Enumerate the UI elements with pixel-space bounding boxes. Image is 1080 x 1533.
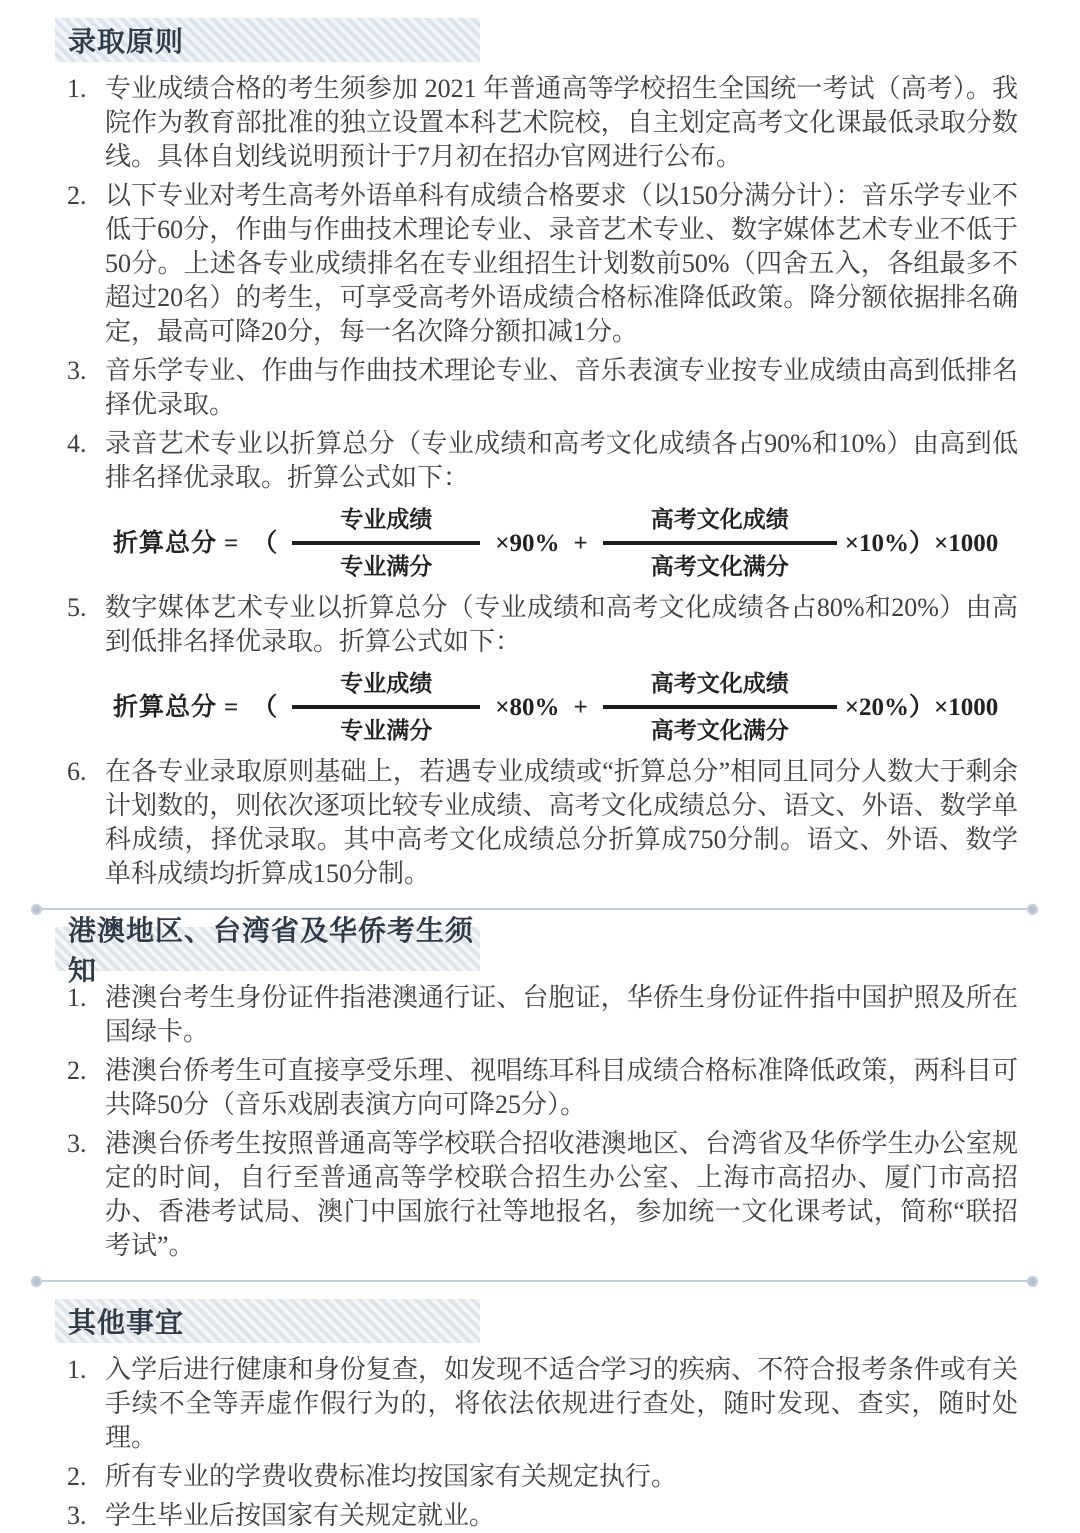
plus-sign: + [573,529,588,557]
item-number: 1. [67,1355,87,1384]
item-number: 4. [67,429,87,458]
formula-label: 折算总分 [113,693,218,721]
hk-macao-taiwan-list [55,981,1018,1263]
item-text: 港澳台侨考生按照普通高等学校联合招收港澳地区、台湾省及华侨学生办公室规定的时间，自行至普通高等学校联合招生办公室、上海市高招办、厦门市高招办、香港考试局、澳门中国旅行社等地报名，参加统一文化课考试，简称“联招考试”。 [105,1129,1018,1260]
list-item [55,354,1018,422]
list-item [55,179,1018,349]
fraction-gaokao-culture-score [603,669,837,745]
item-number: 6. [67,757,87,786]
list-item [55,755,1018,891]
item-number: 5. [67,593,87,622]
item-number: 2. [67,1462,87,1491]
item-text: 入学后进行健康和身份复查，如发现不适合学习的疾病、不符合报考条件或有关手续不全等弄虚作假行为的，将依法依规进行查处，随时发现、查实，随时处理。 [105,1355,1018,1452]
fraction-gaokao-culture-score [603,505,837,581]
divider-left-dot-icon [31,1276,42,1287]
item-number: 3. [67,1129,87,1158]
section-header-other-matters [55,1299,480,1343]
list-item [55,1353,1018,1455]
item-text: 专业成绩合格的考生须参加 2021 年普通高等学校招生全国统一考试（高考）。我院作为教育部批准的独立设置本科艺术院校，自主划定高考文化课最低录取分数线。具体自划线说明预计于7月初在招办官网进行公布。 [105,74,1018,171]
divider-left-dot-icon [31,904,42,915]
item-text: 以下专业对考生高考外语单科有成绩合格要求（以150分满分计）：音乐学专业不低于60分，作曲与作曲技术理论专业、录音艺术专业、数字媒体艺术专业不低于50分。上述各专业成绩排名在专业组招生计划数前50%（四舍五入，各组最多不超过20名）的考生，可享受高考外语成绩合格标准降低政策。降分额依据排名确定，最高可降20分，每一名次降分额扣减1分。 [105,181,1018,346]
section-title: 录取原则 [68,27,185,58]
divider-right-dot-icon [1027,904,1038,915]
list-item [55,72,1018,174]
item-text: 在各专业录取原则基础上，若遇专业成绩或“折算总分”相同且同分人数大于剩余计划数的，则依次逐项比较专业成绩、高考文化成绩总分、语文、外语、数学单科成绩，择优录取。其中高考文化成绩总分折算成750分制。语文、外语、数学单科成绩均折算成150分制。 [105,757,1018,888]
list-item [55,591,1018,659]
multiply-90-percent: ×90% [495,529,560,557]
section-header-admission-principles [55,18,480,62]
fraction-numerator: 专业成绩 [292,669,480,709]
conversion-formula-digital-media [113,669,1018,745]
list-item [55,981,1018,1049]
section-admission-principles [55,18,1018,891]
fraction-numerator: 高考文化成绩 [603,669,837,709]
fraction-denominator: 高考文化满分 [650,554,789,579]
fraction-professional-score [292,669,480,745]
item-number: 3. [67,1501,87,1530]
section-title: 港澳地区、台湾省及华侨考生须知 [68,916,475,987]
open-paren: （ [252,529,278,557]
fraction-denominator: 专业满分 [340,718,433,743]
admission-principles-list [55,72,1018,891]
item-number: 2. [67,1056,87,1085]
list-item [55,427,1018,495]
formula-tail: ×20%）×1000 [844,693,999,721]
conversion-formula-recording-arts [113,505,1018,581]
item-number: 1. [67,983,87,1012]
fraction-professional-score [292,505,480,581]
section-divider [31,1275,1038,1287]
item-text: 港澳台侨考生可直接享受乐理、视唱练耳科目成绩合格标准降低政策，两科目可共降50分（音乐戏剧表演方向可降25分）。 [105,1056,1018,1119]
equals-sign: = [224,693,239,721]
list-item [55,1054,1018,1122]
multiply-80-percent: ×80% [495,693,560,721]
plus-sign: + [573,693,588,721]
formula-label: 折算总分 [113,529,218,557]
divider-right-dot-icon [1027,1276,1038,1287]
section-header-hk-macao-taiwan-overseas [55,916,480,987]
fraction-denominator: 高考文化满分 [650,718,789,743]
formula-tail: ×10%）×1000 [844,529,999,557]
list-item [55,1499,1018,1533]
list-item [55,1460,1018,1494]
open-paren: （ [252,693,278,721]
other-matters-list [55,1353,1018,1533]
fraction-numerator: 高考文化成绩 [603,505,837,545]
divider-line [42,1280,1027,1282]
section-other-matters [55,1299,1018,1533]
list-item [55,1127,1018,1263]
item-text: 学生毕业后按国家有关规定就业。 [105,1501,496,1530]
item-number: 3. [67,356,87,385]
equals-sign: = [224,529,239,557]
fraction-numerator: 专业成绩 [292,505,480,545]
item-text: 港澳台考生身份证件指港澳通行证、台胞证，华侨生身份证件指中国护照及所在国绿卡。 [105,983,1018,1046]
section-title: 其他事宜 [68,1308,185,1339]
item-number: 2. [67,181,87,210]
item-text: 数字媒体艺术专业以折算总分（专业成绩和高考文化成绩各占80%和20%）由高到低排名择优录取。折算公式如下： [105,593,1018,656]
item-number: 1. [67,74,87,103]
item-text: 录音艺术专业以折算总分（专业成绩和高考文化成绩各占90%和10%）由高到低排名择优录取。折算公式如下： [105,429,1018,492]
item-text: 所有专业的学费收费标准均按国家有关规定执行。 [105,1462,678,1491]
item-text: 音乐学专业、作曲与作曲技术理论专业、音乐表演专业按专业成绩由高到低排名择优录取。 [105,356,1018,419]
fraction-denominator: 专业满分 [340,554,433,579]
section-hk-macao-taiwan-overseas [55,916,1018,1263]
